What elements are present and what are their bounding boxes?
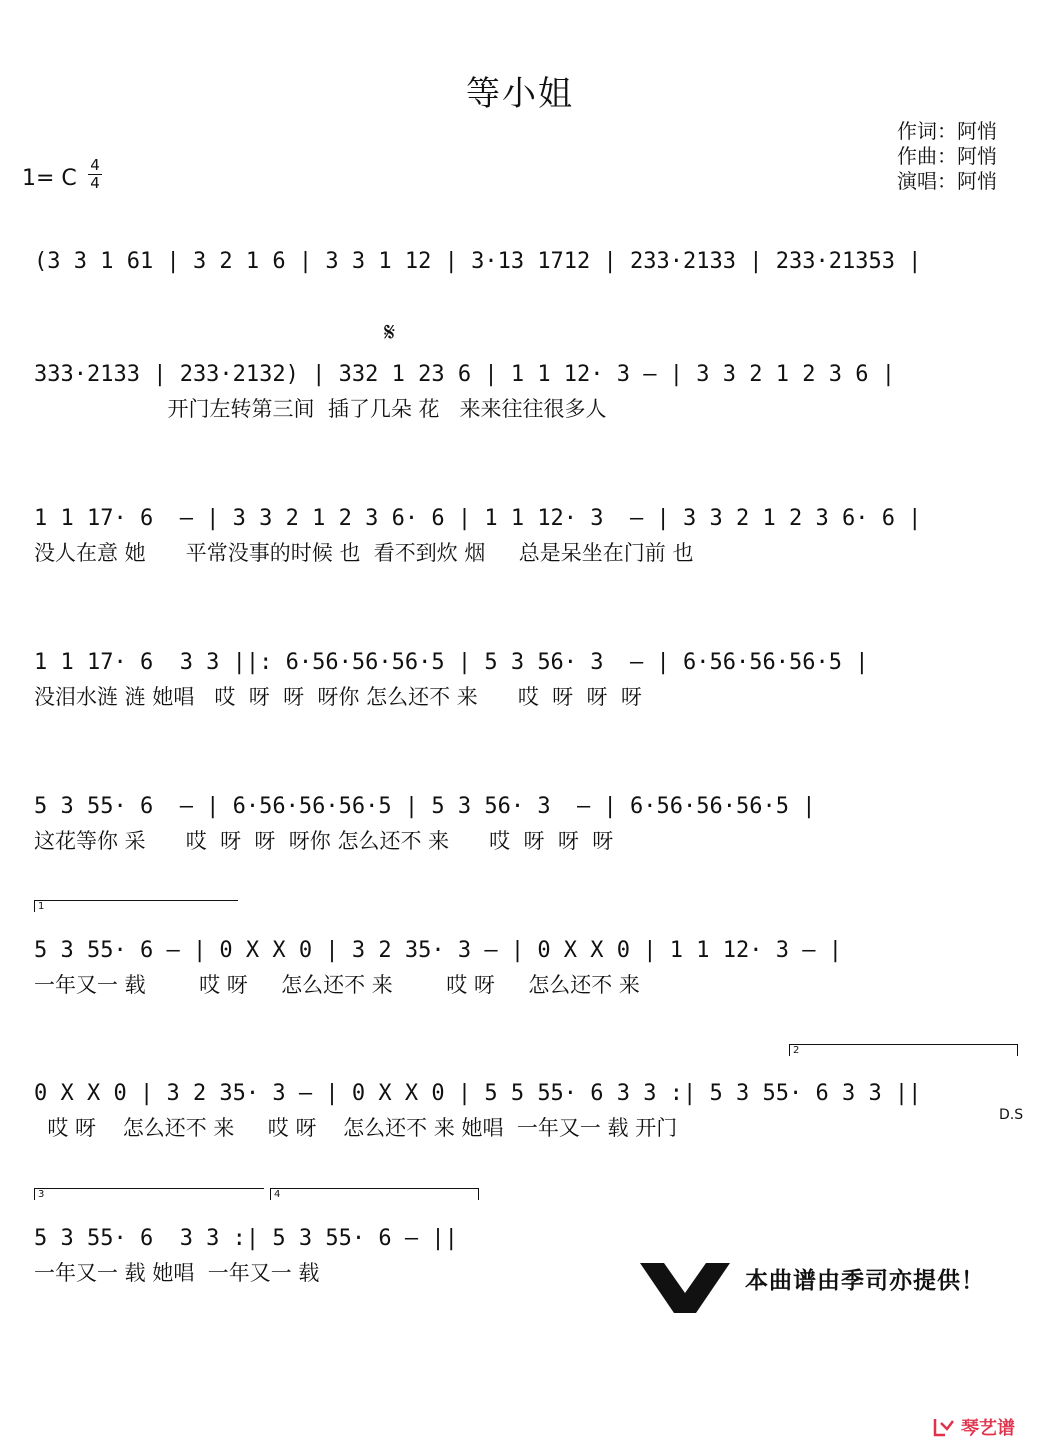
provider-note: 本曲谱由季司亦提供！ xyxy=(745,1268,985,1294)
lyrics-row-3: 没人在意 她 平常没事的时候 也 看不到炊 烟 总是呆坐在门前 也 xyxy=(34,541,694,565)
notation-row-1: (3 3 1 61 | 3 2 1 6 | 3 3 1 12 | 3·13 1712 | 233·2133 | 233·21353 | xyxy=(34,249,922,274)
volta-4-label: 4 xyxy=(274,1189,281,1200)
watermark-logo-icon xyxy=(933,1417,957,1437)
singer-credit: 演唱：阿悄 xyxy=(897,169,997,193)
time-signature-top: 4 xyxy=(90,156,100,174)
lyrics-row-4: 没泪水涟 涟 她唱 哎 呀 呀 呀你 怎么还不 来 哎 呀 呀 呀 xyxy=(34,685,642,709)
time-signature-bottom: 4 xyxy=(90,174,100,192)
lyricist-credit: 作词：阿悄 xyxy=(897,119,997,143)
lyrics-row-5: 这花等你 采 哎 呀 呀 呀你 怎么还不 来 哎 呀 呀 呀 xyxy=(34,829,614,853)
volta-1-label: 1 xyxy=(38,901,45,912)
lyrics-row-6: 一年又一 载 哎 呀 怎么还不 来 哎 呀 怎么还不 来 xyxy=(34,973,640,997)
volta-3-label: 3 xyxy=(38,1189,45,1200)
notation-row-7: 0 X X 0 | 3 2 35· 3 — | 0 X X 0 | 5 5 55· 6 3 3 :| 5 3 55· 6 3 3 || xyxy=(34,1081,922,1106)
lyrics-row-8: 一年又一 载 她唱 一年又一 载 xyxy=(34,1261,320,1285)
credits xyxy=(897,119,997,194)
lyrics-row-7: 哎 呀 怎么还不 来 哎 呀 怎么还不 来 她唱 一年又一 载 开门 xyxy=(34,1116,678,1140)
volta-2-label: 2 xyxy=(793,1045,800,1056)
key-signature: 1= C xyxy=(22,166,77,191)
volta-4 xyxy=(270,1188,479,1200)
composer-credit: 作曲：阿悄 xyxy=(897,144,997,168)
volta-1 xyxy=(34,900,238,912)
watermark-text: 琴艺谱 xyxy=(961,1418,1015,1439)
notation-row-2: 333·2133 | 233·2132) | 332 1 23 6 | 1 1 12· 3 — | 3 3 2 1 2 3 6 | xyxy=(34,362,895,387)
volta-2 xyxy=(789,1044,1018,1056)
notation-row-6: 5 3 55· 6 — | 0 X X 0 | 3 2 35· 3 — | 0 X X 0 | 1 1 12· 3 — | xyxy=(34,938,842,963)
time-signature xyxy=(88,158,102,191)
segno-icon: 𝄋 xyxy=(384,318,396,348)
lyrics-row-2: 开门左转第三间 插了几朵 花 来来往往很多人 xyxy=(34,397,607,421)
score-title: 等小姐 xyxy=(466,74,574,114)
ds-marking: D.S xyxy=(999,1107,1024,1123)
notation-row-8: 5 3 55· 6 3 3 :| 5 3 55· 6 — || xyxy=(34,1226,458,1251)
notation-row-4: 1 1 17· 6 3 3 ||: 6·56·56·56·5 | 5 3 56· 3 — | 6·56·56·56·5 | xyxy=(34,650,869,675)
watermark xyxy=(933,1414,1015,1440)
notation-row-3: 1 1 17· 6 — | 3 3 2 1 2 3 6· 6 | 1 1 12· 3 — | 3 3 2 1 2 3 6· 6 | xyxy=(34,506,922,531)
notation-row-5: 5 3 55· 6 — | 6·56·56·56·5 | 5 3 56· 3 — | 6·56·56·56·5 | xyxy=(34,794,816,819)
provider-logo-icon xyxy=(640,1259,730,1315)
volta-3 xyxy=(34,1188,264,1200)
